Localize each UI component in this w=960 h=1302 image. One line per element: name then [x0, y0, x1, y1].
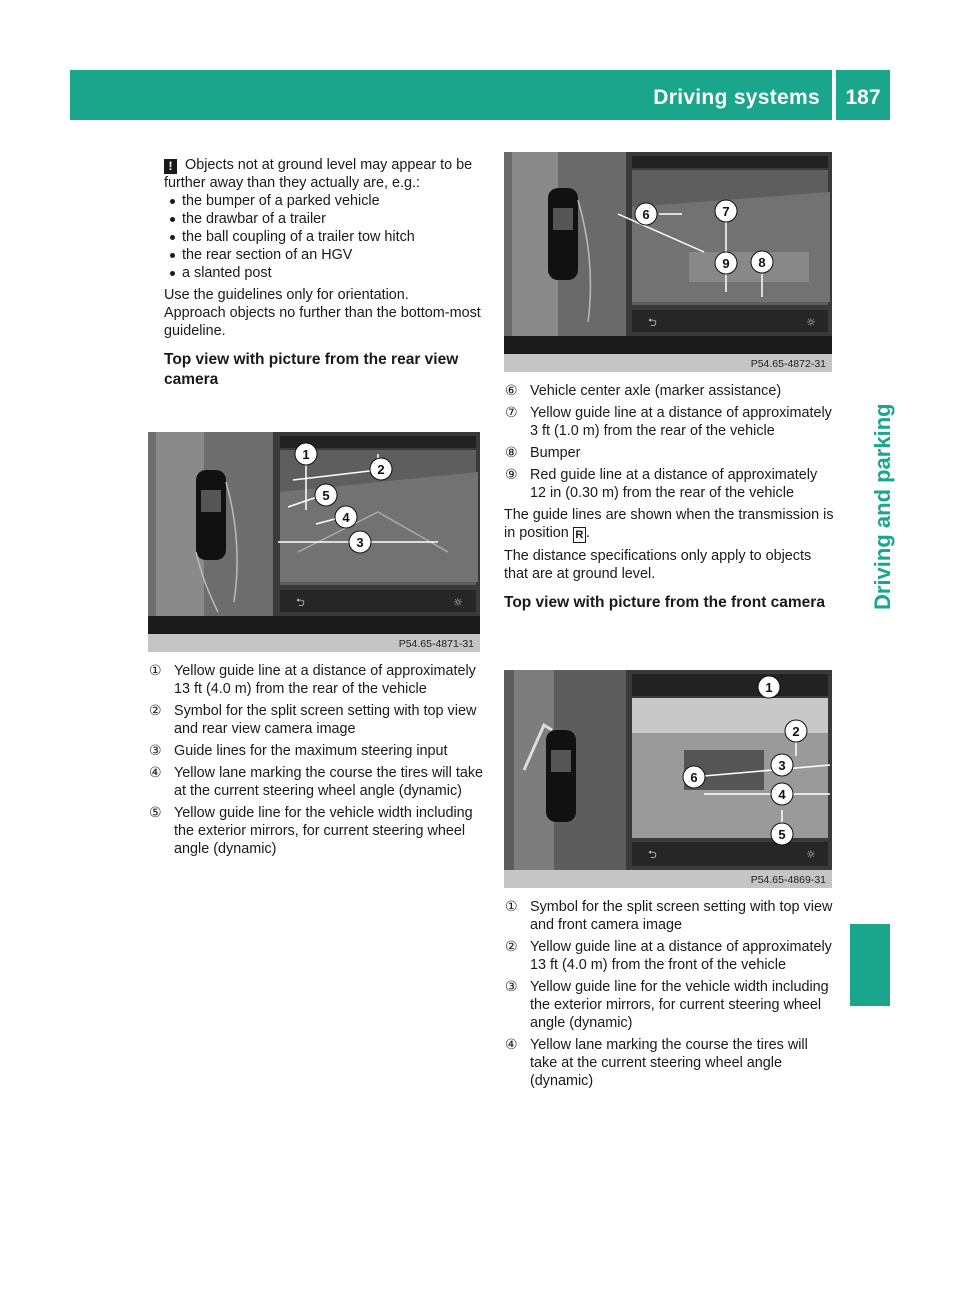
- section-heading: Top view with picture from the rear view camera: [164, 351, 459, 388]
- list-item: the bumper of a parked vehicle: [164, 192, 482, 210]
- left-column: [164, 156, 482, 390]
- figure-code: P54.65-4871-31: [398, 638, 474, 650]
- right-column-lower: [504, 898, 836, 1090]
- marker-label: 5: [322, 488, 330, 503]
- legend-item: ④ Yellow lane marking the course the tires will take at the current steering wheel angle (dynamic): [505, 1037, 808, 1089]
- marker-label: 4: [778, 787, 786, 802]
- marker-label: 7: [722, 204, 730, 219]
- marker-label: 3: [778, 758, 786, 773]
- marker-label: 3: [356, 535, 364, 550]
- marker-label: 9: [722, 256, 730, 271]
- svg-text:☼: ☼: [453, 596, 463, 609]
- legend-item: ④ Yellow lane marking the course the tires will take at the current steering wheel angle (dynamic): [149, 765, 484, 799]
- section-title: Driving systems: [653, 86, 820, 109]
- marker-label: 4: [342, 510, 350, 525]
- legend-item: ⑧ Bumper: [505, 445, 581, 461]
- svg-text:☼: ☼: [806, 316, 816, 329]
- list-item: the drawbar of a trailer: [164, 210, 482, 228]
- front-camera-figure: [504, 670, 832, 888]
- list-item: the rear section of an HGV: [164, 246, 482, 264]
- front-camera-illustration: [504, 670, 832, 888]
- legend-item: ② Yellow guide line at a distance of approximately 13 ft (4.0 m) from the front of the vehicle: [505, 939, 832, 973]
- svg-text:⮌: ⮌: [648, 848, 657, 861]
- legend-item: ② Symbol for the split screen setting with top view and rear view camera image: [149, 703, 477, 737]
- rear-camera-illustration-2: [504, 152, 832, 372]
- rear-camera-figure: [148, 432, 480, 652]
- paragraph: The guide lines are shown when the transmission is in position R .: [504, 507, 834, 541]
- marker-label: 1: [302, 447, 310, 462]
- rear-camera-figure-2: [504, 152, 832, 372]
- marker-label: 2: [792, 724, 800, 739]
- gear-r-icon: R: [573, 527, 586, 543]
- list-item: the ball coupling of a trailer tow hitch: [164, 228, 482, 246]
- warning-text: Objects not at ground level may appear to be further away than they actually are, e.g.:: [164, 157, 473, 191]
- marker-label: 6: [642, 207, 650, 222]
- paragraph: The distance specifications only apply to objects that are at ground level.: [504, 548, 812, 582]
- legend-item: ① Yellow guide line at a distance of approximately 13 ft (4.0 m) from the rear of the vehicle: [149, 663, 476, 697]
- rear-camera-illustration: [148, 432, 480, 652]
- marker-label: 2: [377, 462, 385, 477]
- paragraph: Use the guidelines only for orientation.: [164, 287, 409, 303]
- side-chapter-label: Driving and parking: [870, 403, 895, 610]
- right-column-upper: [504, 382, 836, 613]
- list-item: a slanted post: [164, 264, 482, 282]
- figure-code: P54.65-4872-31: [750, 358, 826, 370]
- legend-item: ⑤ Yellow guide line for the vehicle width including the exterior mirrors, for current steering wheel angle (dynamic): [149, 805, 473, 857]
- legend-item: ⑨ Red guide line at a distance of approximately 12 in (0.30 m) from the rear of the vehicle: [505, 467, 818, 501]
- svg-text:⮌: ⮌: [296, 596, 305, 609]
- marker-label: 5: [778, 827, 786, 842]
- section-heading: Top view with picture from the front camera: [504, 594, 825, 611]
- paragraph: Approach objects no further than the bottom-most guideline.: [164, 305, 481, 339]
- svg-text:☼: ☼: [806, 848, 816, 861]
- figure-code: P54.65-4869-31: [750, 874, 826, 886]
- marker-label: 6: [690, 770, 698, 785]
- legend-item: ⑦ Yellow guide line at a distance of approximately 3 ft (1.0 m) from the rear of the vehicle: [505, 405, 832, 439]
- warning-paragraph: [164, 156, 482, 192]
- side-chapter-tab: [850, 924, 890, 1006]
- legend-item: ① Symbol for the split screen setting with top view and front camera image: [505, 899, 833, 933]
- left-legend: [148, 662, 484, 858]
- marker-label: 8: [758, 255, 766, 270]
- legend-item: ③ Yellow guide line for the vehicle width including the exterior mirrors, for current steering wheel angle (dynamic): [505, 979, 829, 1031]
- legend-item: ⑥ Vehicle center axle (marker assistance): [505, 383, 782, 399]
- page-number: 187: [845, 86, 881, 109]
- svg-text:⮌: ⮌: [648, 316, 657, 329]
- marker-label: 1: [765, 680, 773, 695]
- warning-icon: !: [164, 159, 177, 174]
- legend-item: ③ Guide lines for the maximum steering input: [149, 743, 448, 759]
